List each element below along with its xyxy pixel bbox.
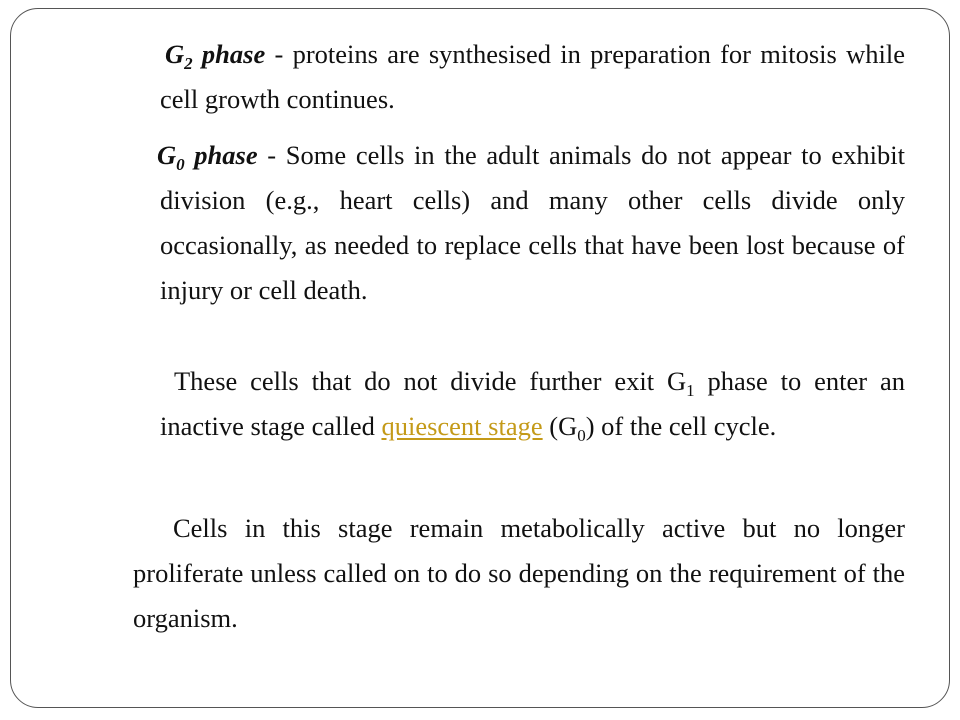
g0-description: - Some cells in the adult animals do not appear to exhibit division (e.g., heart cells) and many other cells divide only occasionally, as needed to replace cells that have been lost because of injury or cell death.	[160, 140, 905, 305]
g2-description: - proteins are synthesised in preparation for mitosis while cell growth continues.	[160, 39, 905, 114]
metabolic-paragraph: Cells in this stage remain metabolically active but no longer proliferate unless called on to do so depending on the requirement of the organism.	[133, 513, 905, 633]
g0-term: $G_0$ phase	[157, 140, 258, 174]
slide-content	[0, 32, 960, 692]
quiescent-stage-link[interactable]: quiescent stage	[381, 411, 543, 441]
exit-g1-paragraph: These cells that do not divide further exit $G_1$ phase to enter an inactive stage called quiescent stage $(G_0)$ of the cell cycle.	[160, 366, 905, 445]
g2-term: $G_2$ phase	[165, 39, 266, 73]
g2-phase-paragraph	[160, 32, 905, 122]
g0-phase-paragraph	[157, 133, 905, 313]
